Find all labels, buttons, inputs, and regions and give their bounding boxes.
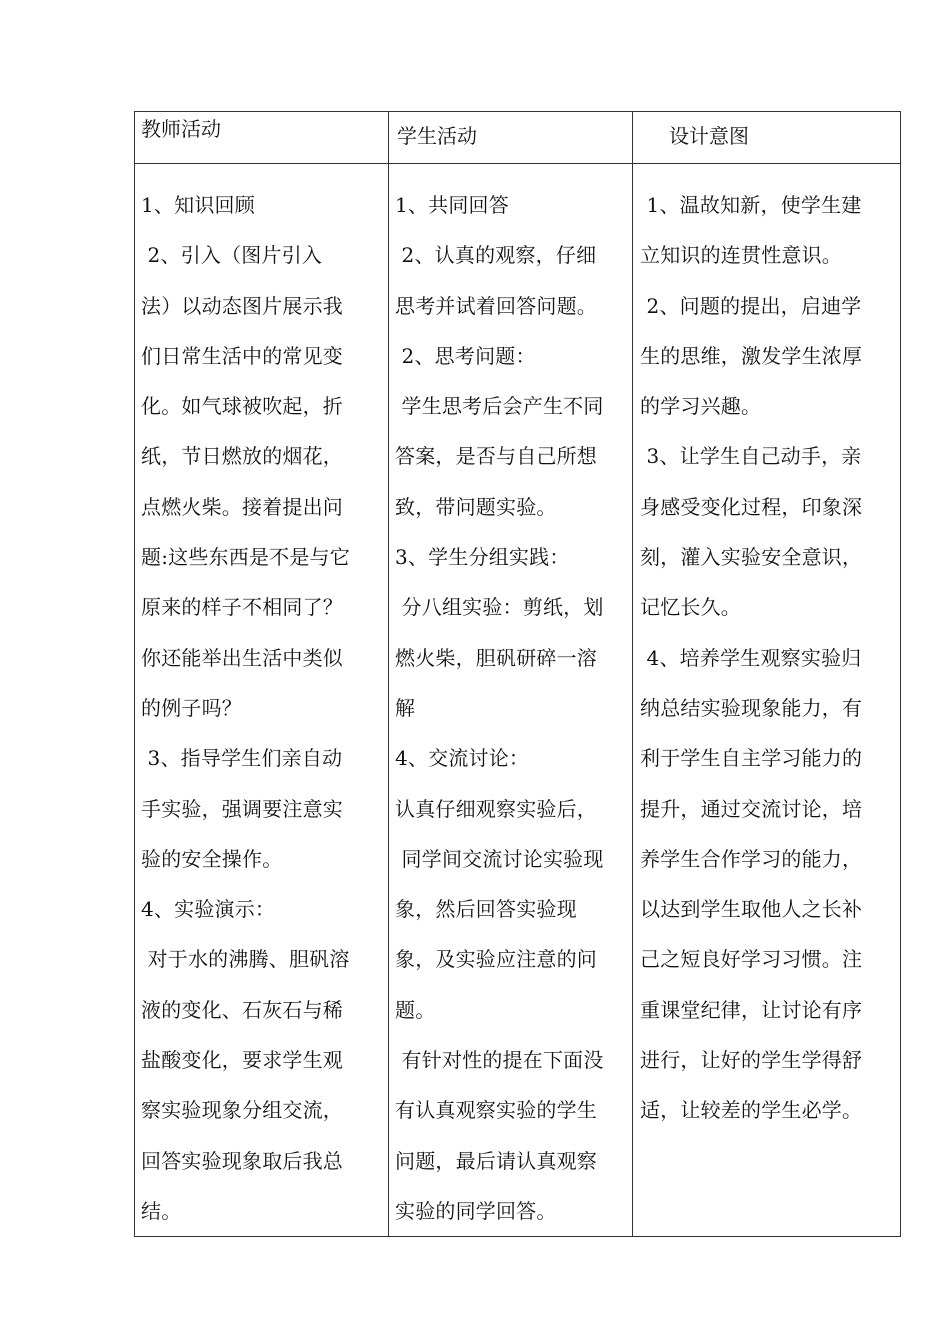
design-intent-line: 进行，让好的学生学得舒 <box>640 1048 863 1073</box>
design-intent-line: 的学习兴趣。 <box>640 394 762 419</box>
design-intent-line: 记忆长久。 <box>640 595 741 620</box>
teacher-activity-line: 法）以动态图片展示我 <box>141 293 343 318</box>
design-intent-line: 4、培养学生观察实验归 <box>640 645 862 670</box>
teacher-activity-line: 你还能举出生活中类似 <box>141 645 343 670</box>
teacher-activity-line: 化。如气球被吹起，折 <box>141 394 343 419</box>
header-design-intent: 设计意图 <box>669 124 749 148</box>
header-cell-teacher <box>135 112 389 164</box>
header-teacher-activity: 教师活动 <box>141 117 221 141</box>
design-intent-line: 刻，灌入实验安全意识， <box>640 545 863 570</box>
student-activity-line: 同学间交流讨论实验现 <box>395 846 604 871</box>
design-intent-line: 养学生合作学习的能力， <box>640 846 863 871</box>
design-intent-line: 纳总结实验现象能力，有 <box>640 695 863 720</box>
student-activity-line: 题。 <box>395 997 436 1022</box>
teacher-activity-line: 手实验，强调要注意实 <box>141 796 343 821</box>
student-activity-line: 解 <box>395 695 416 720</box>
content-row <box>135 164 901 1237</box>
design-intent-line: 提升，通过交流讨论，培 <box>640 796 863 821</box>
header-row <box>135 112 901 164</box>
teacher-activity-line: 点燃火柴。接着提出问 <box>141 494 343 519</box>
student-activity-line: 分八组实验：剪纸，划 <box>395 595 604 620</box>
header-cell-student <box>389 112 633 164</box>
student-activity-line: 象，及实验应注意的问 <box>395 947 597 972</box>
design-intent-line: 身感受变化过程，印象深 <box>640 494 863 519</box>
student-activity-text <box>389 164 632 1236</box>
design-intent-line: 重课堂纪律，让讨论有序 <box>640 997 863 1022</box>
lesson-plan-table <box>134 111 901 1237</box>
student-activity-line: 3、学生分组实践： <box>395 545 570 570</box>
teacher-activity-line: 们日常生活中的常见变 <box>141 343 343 368</box>
design-intent-line: 利于学生自主学习能力的 <box>640 746 863 771</box>
student-activity-line: 有认真观察实验的学生 <box>395 1098 597 1123</box>
teacher-activity-text <box>135 164 388 1236</box>
teacher-activity-line: 4、实验演示： <box>141 897 276 922</box>
design-intent-line: 以达到学生取他人之长补 <box>640 897 863 922</box>
header-student-activity: 学生活动 <box>397 124 477 148</box>
student-activity-line: 问题，最后请认真观察 <box>395 1148 597 1173</box>
student-activity-line: 认真仔细观察实验后， <box>395 796 597 821</box>
student-activity-line: 2、认真的观察，仔细 <box>395 243 597 268</box>
design-intent-line: 己之短良好学习习惯。注 <box>640 947 863 972</box>
student-activity-line: 有针对性的提在下面没 <box>395 1048 604 1073</box>
student-activity-line: 思考并试着回答问题。 <box>395 293 597 318</box>
student-activity-line: 答案，是否与自己所想 <box>395 444 597 469</box>
student-activity-line: 1、共同回答 <box>395 193 509 217</box>
student-activity-line: 实验的同学回答。 <box>395 1198 557 1223</box>
student-activity-line: 学生思考后会产生不同 <box>395 394 604 419</box>
design-intent-line: 2、问题的提出，启迪学 <box>640 293 862 318</box>
design-intent-cell <box>633 164 901 1237</box>
design-intent-line: 立知识的连贯性意识。 <box>640 243 842 268</box>
design-intent-line: 适，让较差的学生必学。 <box>640 1098 863 1123</box>
teacher-activity-line: 3、指导学生们亲自动 <box>141 746 343 771</box>
teacher-activity-line: 液的变化、石灰石与稀 <box>141 997 343 1022</box>
design-intent-line: 生的思维，激发学生浓厚 <box>640 343 863 368</box>
student-activity-cell <box>389 164 633 1237</box>
teacher-activity-cell <box>135 164 389 1237</box>
design-intent-text <box>633 164 900 1136</box>
teacher-activity-line: 回答实验现象取后我总 <box>141 1148 343 1173</box>
header-cell-design <box>633 112 901 164</box>
teacher-activity-line: 的例子吗？ <box>141 695 242 720</box>
teacher-activity-line: 对于水的沸腾、胆矾溶 <box>141 947 350 972</box>
teacher-activity-line: 原来的样子不相同了？ <box>141 595 343 620</box>
student-activity-line: 4、交流讨论： <box>395 746 530 771</box>
student-activity-line: 燃火柴，胆矾研碎一溶 <box>395 645 597 670</box>
design-intent-line: 1、温故知新，使学生建 <box>640 193 862 217</box>
teacher-activity-line: 题:这些东西是不是与它 <box>141 545 350 570</box>
teacher-activity-line: 察实验现象分组交流， <box>141 1098 343 1123</box>
student-activity-line: 象，然后回答实验现 <box>395 897 577 922</box>
teacher-activity-line: 验的安全操作。 <box>141 846 283 871</box>
teacher-activity-line: 盐酸变化，要求学生观 <box>141 1048 343 1073</box>
teacher-activity-line: 结。 <box>141 1198 182 1223</box>
teacher-activity-line: 纸，节日燃放的烟花， <box>141 444 343 469</box>
student-activity-line: 2、思考问题： <box>395 343 536 368</box>
teacher-activity-line: 2、引入（图片引入 <box>141 243 323 268</box>
design-intent-line: 3、让学生自己动手，亲 <box>640 444 862 469</box>
student-activity-line: 致，带问题实验。 <box>395 494 557 519</box>
teacher-activity-line: 1、知识回顾 <box>141 193 255 217</box>
